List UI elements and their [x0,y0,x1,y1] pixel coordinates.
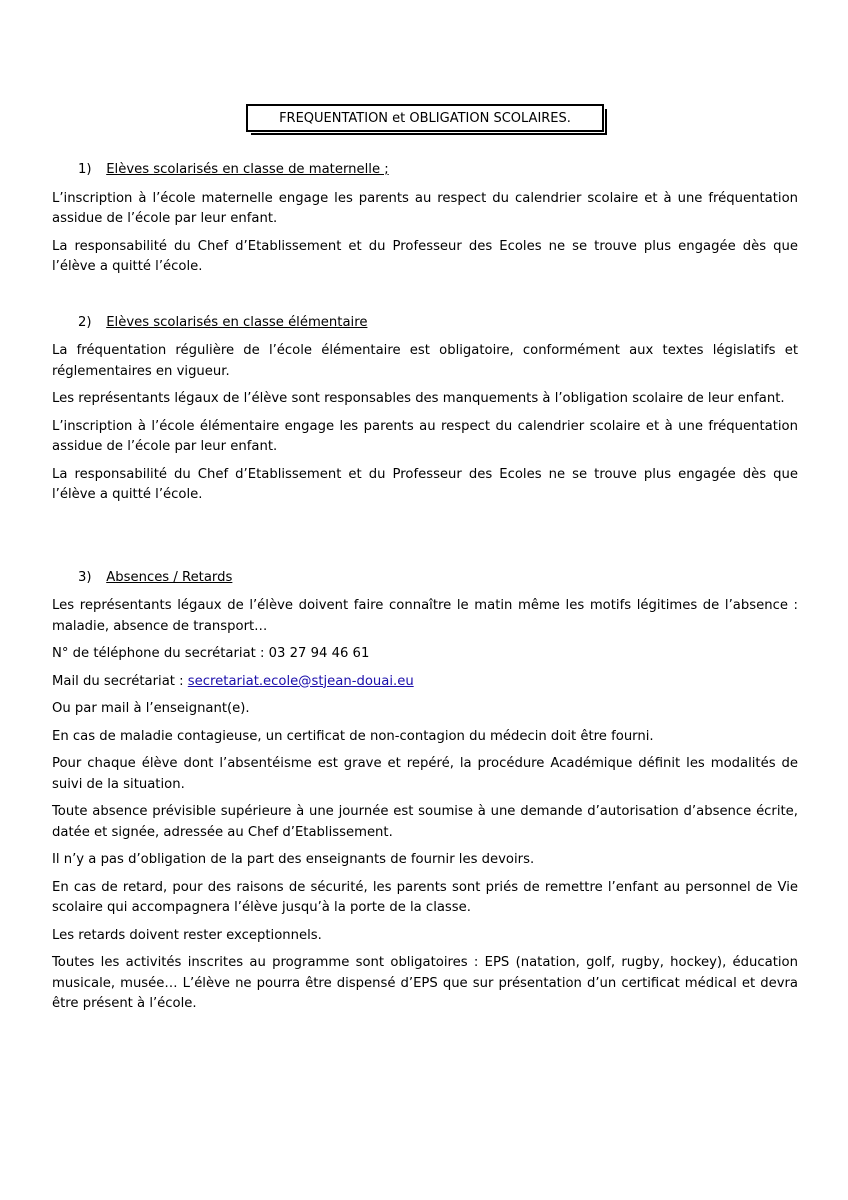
section-2-heading [52,313,798,334]
paragraph: L’inscription à l’école maternelle engage les parents au respect du calendrier scolaire et à une fréquentation assidue de l’école par leur enfant. [52,190,798,226]
section-3-heading [52,568,798,589]
phone-line: N° de téléphone du secrétariat : 03 27 94 46 61 [52,646,370,661]
mail-link[interactable]: secretariat.ecole@stjean-douai.eu [187,673,414,689]
paragraph: Il n’y a pas d’obligation de la part des enseignants de fournir les devoirs. [52,852,535,867]
document-title: FREQUENTATION et OBLIGATION SCOLAIRES. [246,104,604,132]
paragraph: En cas de maladie contagieuse, un certificat de non-contagion du médecin doit être fourni. [52,728,654,744]
document-body [52,160,798,1022]
paragraph: Les retards doivent rester exceptionnels. [52,927,322,943]
mail-label: Mail du secrétariat : [52,673,188,689]
paragraph: La fréquentation régulière de l’école élémentaire est obligatoire, conformément aux textes législatifs et réglementaires en vigueur. [52,343,798,379]
paragraph: L’inscription à l’école élémentaire engage les parents au respect du calendrier scolaire et à une fréquentation assidue de l’école par leur enfant. [52,418,798,454]
paragraph: La responsabilité du Chef d’Etablissement et du Professeur des Ecoles ne se trouve plus engagée dès que l’élève a quitté l’école. [52,238,798,274]
paragraph: Toutes les activités inscrites au programme sont obligatoires : EPS (natation, golf, rugby, hockey), éducation musicale, musée… L’élève ne pourra être dispensé d’EPS que sur présentation d’un certificat médical et devra être présent à l’école. [52,955,798,1011]
paragraph: Pour chaque élève dont l’absentéisme est grave et repéré, la procédure Académique définit les modalités de suivi de la situation. [52,756,798,792]
paragraph: Ou par mail à l’enseignant(e). [52,701,250,716]
section-title: Elèves scolarisés en classe élémentaire [106,314,368,330]
paragraph: En cas de retard, pour des raisons de sécurité, les parents sont priés de remettre l’enfant au personnel de Vie scolaire qui accompagnera l’élève jusqu’à la porte de la classe. [52,879,798,915]
section-number: 2) [78,314,92,330]
paragraph: Les représentants légaux de l’élève sont responsables des manquements à l’obligation scolaire de leur enfant. [52,391,785,406]
paragraph: La responsabilité du Chef d’Etablissement et du Professeur des Ecoles ne se trouve plus engagée dès que l’élève a quitté l’école. [52,466,798,502]
section-title: Elèves scolarisés en classe de maternelle ; [106,162,389,177]
paragraph: Les représentants légaux de l’élève doivent faire connaître le matin même les motifs légitimes de l’absence : maladie, absence de transport… [52,598,798,634]
section-number: 3) [78,569,92,585]
paragraph: Toute absence prévisible supérieure à une journée est soumise à une demande d’autorisation d’absence écrite, datée et signée, adressée au Chef d’Etablissement. [52,804,798,840]
mail-line [52,672,798,693]
section-number: 1) [78,162,92,177]
section-title: Absences / Retards [106,569,233,585]
section-1-heading [52,160,798,181]
